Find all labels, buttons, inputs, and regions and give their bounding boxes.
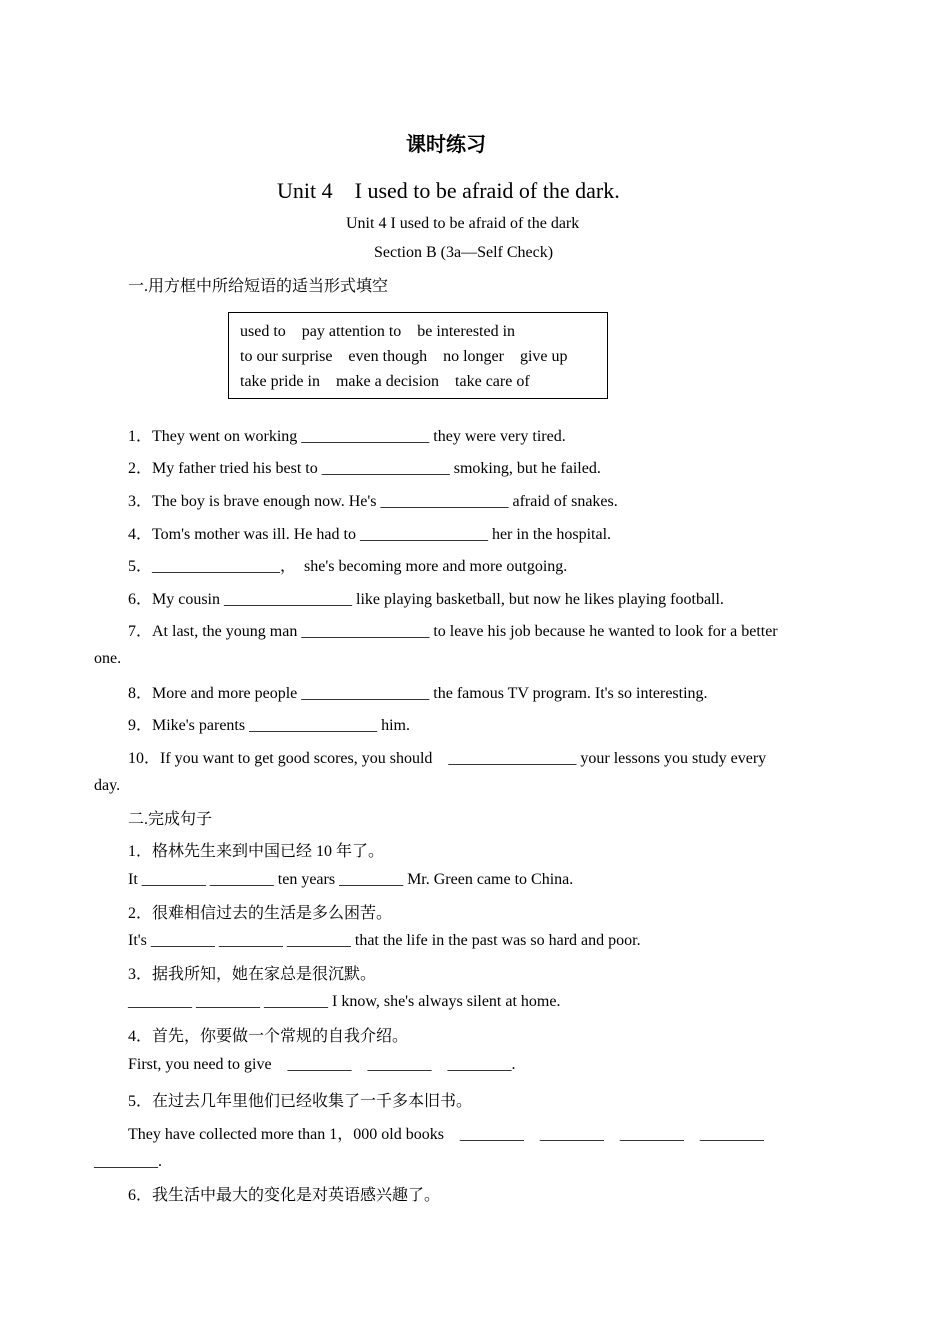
exercise-line: 1．They went on working ________________ they were very tired.	[128, 428, 566, 445]
exercise-line-cont: one.	[94, 650, 122, 667]
exercise-line-cont: day.	[94, 777, 121, 794]
exercise-line: 9．Mike's parents ________________ him.	[128, 717, 410, 734]
exercise-line: 5．在过去几年里他们已经收集了一千多本旧书。	[128, 1093, 473, 1110]
exercise-line: 10．If you want to get good scores, you should ________________ your lessons you study every	[128, 750, 767, 767]
exercise-line: They have collected more than 1，000 old books ________ ________ ________ ________	[128, 1126, 764, 1143]
exercise-line: 3．据我所知，她在家总是很沉默。	[128, 966, 377, 983]
exercise-line: 3．The boy is brave enough now. He's ________________ afraid of snakes.	[128, 493, 618, 510]
exercise-line: ________ ________ ________ I know, she's always silent at home.	[128, 993, 561, 1010]
exercise-line: 4．Tom's mother was ill. He had to ________________ her in the hospital.	[128, 526, 612, 543]
exercise-line-cont: ________.	[94, 1153, 162, 1170]
exercise-line: It ________ ________ ten years ________ Mr. Green came to China.	[128, 871, 574, 888]
exercise-line: 2．很难相信过去的生活是多么困苦。	[128, 905, 393, 922]
phrase-row: used to pay attention to be interested in	[240, 323, 516, 340]
phrase-box	[228, 312, 608, 399]
exercise-line: 2．My father tried his best to ________________ smoking, but he failed.	[128, 460, 601, 477]
exercise-line: 6．My cousin ________________ like playing basketball, but now he likes playing football.	[128, 591, 724, 608]
page-title: 课时练习	[406, 134, 486, 156]
exercise-line: First, you need to give ________ ________ ________.	[128, 1056, 516, 1073]
part2-heading: 二.完成句子	[128, 811, 213, 828]
section-subheading: Section B (3a—Self Check)	[374, 244, 554, 261]
exercise-line: 4．首先，你要做一个常规的自我介绍。	[128, 1028, 409, 1045]
part1-heading: 一.用方框中所给短语的适当形式填空	[128, 278, 389, 295]
unit-heading: Unit 4 I used to be afraid of the dark.	[277, 178, 620, 203]
lesson-subheading: Unit 4 I used to be afraid of the dark	[346, 215, 580, 232]
exercise-line: It's ________ ________ ________ that the life in the past was so hard and poor.	[128, 932, 641, 949]
exercise-line: 1．格林先生来到中国已经 10 年了。	[128, 843, 385, 860]
exercise-line: 5．________________， she's becoming more and more outgoing.	[128, 558, 568, 575]
exercise-line: 7．At last, the young man ________________ to leave his job because he wanted to look for a better	[128, 623, 778, 640]
exercise-line: 8．More and more people ________________ the famous TV program. It's so interesting.	[128, 685, 708, 702]
exercise-line: 6．我生活中最大的变化是对英语感兴趣了。	[128, 1187, 441, 1204]
phrase-row: take pride in make a decision take care of	[240, 373, 530, 390]
phrase-row: to our surprise even though no longer give up	[240, 348, 568, 365]
